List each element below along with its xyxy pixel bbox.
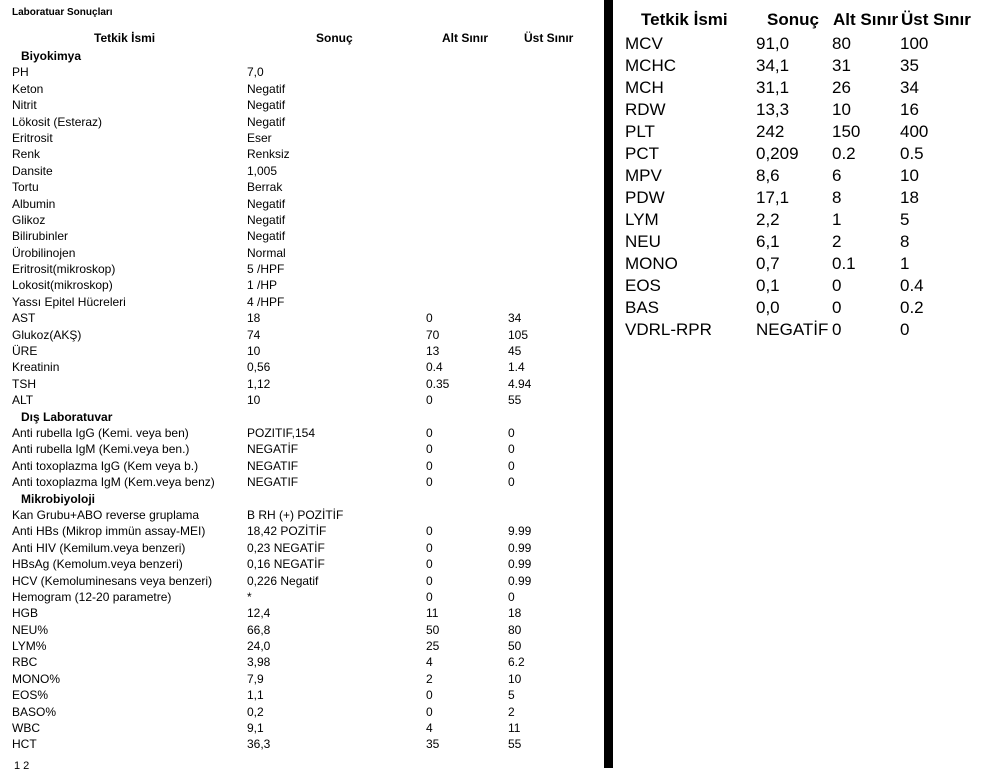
- result-cell: 0,56: [247, 360, 271, 375]
- test-name-cell: Keton: [12, 81, 44, 96]
- lower-limit-cell: 4: [426, 721, 433, 736]
- table-row: [0, 654, 604, 670]
- lower-limit-cell: 0.1: [832, 254, 856, 273]
- upper-limit-cell: 18: [508, 606, 522, 621]
- test-name-cell: AST: [12, 311, 36, 326]
- test-name-cell: PCT: [625, 144, 659, 163]
- upper-limit-cell: 55: [508, 393, 522, 408]
- test-name-cell: HGB: [12, 606, 39, 621]
- test-name-cell: HCV (Kemoluminesans veya benzeri): [12, 573, 213, 588]
- upper-limit-cell: 0: [508, 442, 515, 457]
- lower-limit-cell: 0.4: [426, 360, 443, 375]
- result-cell: 10: [247, 344, 261, 359]
- result-cell: 2,2: [756, 210, 780, 229]
- table-row: [0, 310, 604, 326]
- test-name-cell: MCV: [625, 34, 663, 53]
- page-number: 1 2: [14, 760, 30, 772]
- lower-limit-cell: 0: [426, 393, 433, 408]
- test-name-cell: Bilirubinler: [12, 229, 69, 244]
- test-name-cell: LYM: [625, 210, 659, 229]
- lower-limit-cell: 26: [832, 78, 851, 97]
- test-name-cell: EOS: [625, 276, 661, 295]
- test-name-cell: Glikoz: [12, 212, 46, 227]
- result-cell: 1,1: [247, 688, 264, 703]
- result-cell: 10: [247, 393, 261, 408]
- result-cell: Normal: [247, 245, 286, 260]
- lower-limit-cell: 6: [832, 166, 842, 185]
- lower-limit-cell: 0: [832, 320, 842, 339]
- table-row: [613, 143, 988, 165]
- lower-limit-cell: 0.35: [426, 376, 450, 391]
- upper-limit-cell: 400: [900, 122, 929, 141]
- upper-limit-cell: 0.5: [900, 144, 924, 163]
- table-row: [0, 245, 604, 261]
- table-row: [0, 573, 604, 589]
- lower-limit-cell: 0: [426, 688, 433, 703]
- table-row: [0, 179, 604, 195]
- result-cell: 1,12: [247, 376, 271, 391]
- table-row: [0, 228, 604, 244]
- test-name-cell: PLT: [625, 122, 655, 141]
- table-row: [0, 81, 604, 97]
- result-cell: 24,0: [247, 639, 271, 654]
- result-cell: 0,1: [756, 276, 780, 295]
- table-row: [613, 55, 988, 77]
- test-name-cell: Yassı Epitel Hücreleri: [12, 294, 126, 309]
- result-cell: 18,42 POZİTİF: [247, 524, 327, 539]
- test-name-cell: PH: [12, 65, 29, 80]
- table-row: [613, 319, 988, 341]
- right-report-panel: [613, 0, 988, 768]
- result-cell: Negatif: [247, 212, 286, 227]
- lower-limit-cell: 0: [832, 298, 842, 317]
- table-row: [0, 196, 604, 212]
- table-row: [0, 704, 604, 720]
- lower-limit-cell: 2: [832, 232, 842, 251]
- upper-limit-cell: 0: [508, 589, 515, 604]
- table-row: [0, 163, 604, 179]
- result-cell: 7,9: [247, 671, 264, 686]
- table-row: [0, 294, 604, 310]
- table-row: [0, 589, 604, 605]
- table-row: [0, 556, 604, 572]
- upper-limit-cell: 16: [900, 100, 919, 119]
- test-name-cell: MCHC: [625, 56, 676, 75]
- test-name-cell: MONO: [625, 254, 678, 273]
- result-cell: 0,7: [756, 254, 780, 273]
- test-name-cell: Lökosit (Esteraz): [12, 114, 103, 129]
- table-row: [0, 261, 604, 277]
- test-name-cell: MONO%: [12, 671, 60, 686]
- table-row: [0, 441, 604, 457]
- lower-limit-cell: 70: [426, 327, 440, 342]
- lower-limit-cell: 0: [426, 573, 433, 588]
- test-name-cell: Eritrosit(mikroskop): [12, 262, 116, 277]
- section-heading: [0, 409, 604, 425]
- test-name-cell: ÜRE: [12, 344, 38, 359]
- result-cell: 0,226 Negatif: [247, 573, 319, 588]
- result-cell: 0,23 NEGATİF: [247, 540, 325, 555]
- test-name-cell: Eritrosit: [12, 130, 53, 145]
- lower-limit-cell: 0: [426, 704, 433, 719]
- test-name-cell: VDRL-RPR: [625, 320, 712, 339]
- table-row: [0, 605, 604, 621]
- panel-divider: [604, 0, 613, 768]
- lower-limit-cell: 80: [832, 34, 851, 53]
- table-row: [0, 425, 604, 441]
- test-name-cell: PDW: [625, 188, 665, 207]
- result-cell: Berrak: [247, 180, 283, 195]
- test-name-cell: NEU%: [12, 622, 49, 637]
- result-cell: *: [247, 589, 252, 604]
- lower-limit-cell: 0: [426, 540, 433, 555]
- table-row: [0, 146, 604, 162]
- result-cell: 36,3: [247, 737, 271, 752]
- result-cell: 18: [247, 311, 261, 326]
- table-row: [0, 392, 604, 408]
- table-row: [0, 638, 604, 654]
- result-cell: NEGATIF: [247, 475, 299, 490]
- table-row: [0, 458, 604, 474]
- lower-limit-cell: 2: [426, 671, 433, 686]
- test-name-cell: Hemogram (12-20 parametre): [12, 589, 172, 604]
- result-cell: Renksiz: [247, 147, 290, 162]
- upper-limit-cell: 34: [900, 78, 919, 97]
- test-name-cell: BASO%: [12, 704, 57, 719]
- result-cell: 242: [756, 122, 785, 141]
- test-name-cell: BAS: [625, 298, 660, 317]
- upper-limit-cell: 0: [508, 425, 515, 440]
- test-name-cell: LYM%: [12, 639, 47, 654]
- table-row: [0, 376, 604, 392]
- header-lower-limit: Alt Sınır: [833, 10, 899, 29]
- lower-limit-cell: 50: [426, 622, 440, 637]
- result-cell: 0,2: [247, 704, 264, 719]
- test-name-cell: MPV: [625, 166, 662, 185]
- result-cell: Negatif: [247, 229, 286, 244]
- result-cell: NEGATİF: [756, 320, 829, 339]
- table-row: [613, 99, 988, 121]
- result-cell: 31,1: [756, 78, 790, 97]
- result-cell: 5 /HPF: [247, 262, 285, 277]
- result-cell: 13,3: [756, 100, 790, 119]
- table-row: [0, 130, 604, 146]
- test-name-cell: Kreatinin: [12, 360, 60, 375]
- lower-limit-cell: 0: [426, 589, 433, 604]
- test-name-cell: Glukoz(AKŞ): [12, 327, 82, 342]
- header-upper-limit: Üst Sınır: [524, 31, 574, 45]
- lower-limit-cell: 11: [426, 606, 439, 621]
- upper-limit-cell: 45: [508, 344, 522, 359]
- test-name-cell: Renk: [12, 147, 41, 162]
- section-title: Biyokimya: [21, 49, 82, 63]
- table-row: [613, 275, 988, 297]
- right-results-table: [613, 33, 988, 341]
- table-row: [0, 523, 604, 539]
- lower-limit-cell: 1: [832, 210, 842, 229]
- lower-limit-cell: 31: [832, 56, 851, 75]
- lower-limit-cell: 35: [426, 737, 440, 752]
- section-heading: [0, 491, 604, 507]
- upper-limit-cell: 5: [508, 688, 515, 703]
- table-row: [0, 720, 604, 736]
- upper-limit-cell: 34: [508, 311, 522, 326]
- upper-limit-cell: 5: [900, 210, 910, 229]
- left-results-table: [0, 48, 604, 753]
- table-row: [0, 343, 604, 359]
- upper-limit-cell: 100: [900, 34, 929, 53]
- upper-limit-cell: 55: [508, 737, 522, 752]
- upper-limit-cell: 8: [900, 232, 910, 251]
- upper-limit-cell: 10: [900, 166, 919, 185]
- test-name-cell: WBC: [12, 721, 40, 736]
- result-cell: 9,1: [247, 721, 264, 736]
- result-cell: 0,209: [756, 144, 799, 163]
- lower-limit-cell: 0: [832, 276, 842, 295]
- test-name-cell: Nitrit: [12, 98, 37, 113]
- table-row: [613, 121, 988, 143]
- result-cell: Negatif: [247, 196, 286, 211]
- lower-limit-cell: 0: [426, 442, 433, 457]
- section-title: Mikrobiyoloji: [21, 491, 96, 506]
- upper-limit-cell: 0: [508, 458, 515, 473]
- result-cell: 66,8: [247, 622, 271, 637]
- upper-limit-cell: 0: [900, 320, 910, 339]
- result-cell: 0,0: [756, 298, 780, 317]
- lower-limit-cell: 0: [426, 475, 433, 490]
- test-name-cell: Albumin: [12, 196, 56, 211]
- upper-limit-cell: 50: [508, 639, 522, 654]
- lower-limit-cell: 10: [832, 100, 851, 119]
- table-row: [0, 327, 604, 343]
- upper-limit-cell: 9.99: [508, 524, 532, 539]
- test-name-cell: Anti HBs (Mikrop immün assay-MEI): [12, 524, 206, 539]
- table-row: [0, 687, 604, 703]
- test-name-cell: EOS%: [12, 688, 49, 703]
- lower-limit-cell: 0: [426, 524, 433, 539]
- upper-limit-cell: 1.4: [508, 360, 525, 375]
- header-lower-limit: Alt Sınır: [442, 31, 489, 45]
- test-name-cell: Anti toxoplazma IgG (Kem veya b.): [12, 458, 199, 473]
- table-row: [613, 77, 988, 99]
- result-cell: 8,6: [756, 166, 780, 185]
- table-row: [0, 622, 604, 638]
- result-cell: Eser: [247, 130, 272, 145]
- test-name-cell: Kan Grubu+ABO reverse gruplama: [12, 507, 200, 522]
- upper-limit-cell: 6.2: [508, 655, 525, 670]
- table-row: [613, 187, 988, 209]
- table-row: [0, 359, 604, 375]
- upper-limit-cell: 11: [508, 721, 521, 736]
- test-name-cell: ALT: [12, 393, 34, 408]
- lower-limit-cell: 0: [426, 311, 433, 326]
- upper-limit-cell: 0.2: [900, 298, 924, 317]
- lower-limit-cell: 25: [426, 639, 440, 654]
- left-table-header: [0, 31, 604, 47]
- upper-limit-cell: 0: [508, 475, 515, 490]
- upper-limit-cell: 2: [508, 704, 515, 719]
- result-cell: 0,16 NEGATİF: [247, 557, 325, 572]
- section-title: Dış Laboratuvar: [21, 409, 113, 424]
- result-cell: NEGATIF: [247, 458, 299, 473]
- result-cell: 91,0: [756, 34, 790, 53]
- lower-limit-cell: 0: [426, 458, 433, 473]
- table-row: [0, 212, 604, 228]
- header-upper-limit: Üst Sınır: [901, 10, 971, 29]
- header-test-name: Tetkik İsmi: [641, 10, 728, 29]
- upper-limit-cell: 80: [508, 622, 522, 637]
- table-row: [0, 97, 604, 113]
- test-name-cell: HBsAg (Kemolum.veya benzeri): [12, 557, 183, 572]
- table-row: [0, 540, 604, 556]
- upper-limit-cell: 1: [900, 254, 910, 273]
- test-name-cell: Anti HIV (Kemilum.veya benzeri): [12, 540, 186, 555]
- upper-limit-cell: 10: [508, 671, 522, 686]
- test-name-cell: Anti rubella IgM (Kemi.veya ben.): [12, 442, 190, 457]
- test-name-cell: Ürobilinojen: [12, 245, 76, 260]
- test-name-cell: MCH: [625, 78, 664, 97]
- result-cell: Negatif: [247, 81, 286, 96]
- table-row: [613, 165, 988, 187]
- table-row: [613, 33, 988, 55]
- upper-limit-cell: 18: [900, 188, 919, 207]
- result-cell: Negatif: [247, 114, 286, 129]
- lower-limit-cell: 4: [426, 655, 433, 670]
- header-test-name: Tetkik İsmi: [94, 31, 156, 45]
- upper-limit-cell: 0.99: [508, 540, 532, 555]
- test-name-cell: RDW: [625, 100, 666, 119]
- test-name-cell: Anti rubella IgG (Kemi. veya ben): [12, 425, 189, 440]
- result-cell: 34,1: [756, 56, 790, 75]
- header-result: Sonuç: [316, 31, 353, 45]
- right-table-header: [613, 10, 988, 32]
- result-cell: 3,98: [247, 655, 271, 670]
- table-row: [613, 209, 988, 231]
- test-name-cell: Anti toxoplazma IgM (Kem.veya benz): [12, 475, 215, 490]
- lower-limit-cell: 8: [832, 188, 842, 207]
- upper-limit-cell: 0.4: [900, 276, 924, 295]
- table-row: [0, 64, 604, 80]
- result-cell: B RH (+) POZİTİF: [247, 507, 344, 522]
- table-row: [0, 114, 604, 130]
- report-title: Laboratuar Sonuçları: [12, 7, 113, 18]
- upper-limit-cell: 4.94: [508, 376, 532, 391]
- section-heading: [0, 48, 604, 64]
- result-cell: 6,1: [756, 232, 780, 251]
- test-name-cell: RBC: [12, 655, 38, 670]
- result-cell: 1,005: [247, 163, 278, 178]
- result-cell: Negatif: [247, 98, 286, 113]
- test-name-cell: Lokosit(mikroskop): [12, 278, 113, 293]
- test-name-cell: HCT: [12, 737, 37, 752]
- result-cell: 12,4: [247, 606, 271, 621]
- result-cell: 1 /HP: [247, 278, 278, 293]
- result-cell: 74: [247, 327, 261, 342]
- table-row: [0, 474, 604, 490]
- result-cell: POZITIF,154: [247, 425, 316, 440]
- result-cell: NEGATİF: [247, 442, 299, 457]
- table-row: [613, 297, 988, 319]
- result-cell: 17,1: [756, 188, 790, 207]
- upper-limit-cell: 0.99: [508, 557, 532, 572]
- table-row: [0, 277, 604, 293]
- table-row: [613, 253, 988, 275]
- lower-limit-cell: 13: [426, 344, 440, 359]
- lower-limit-cell: 150: [832, 122, 861, 141]
- result-cell: 7,0: [247, 65, 264, 80]
- table-row: [0, 671, 604, 687]
- table-row: [0, 507, 604, 523]
- result-cell: 4 /HPF: [247, 294, 285, 309]
- test-name-cell: Dansite: [12, 163, 53, 178]
- test-name-cell: NEU: [625, 232, 661, 251]
- lower-limit-cell: 0.2: [832, 144, 856, 163]
- test-name-cell: TSH: [12, 376, 36, 391]
- upper-limit-cell: 35: [900, 56, 919, 75]
- table-row: [613, 231, 988, 253]
- lower-limit-cell: 0: [426, 425, 433, 440]
- table-row: [0, 736, 604, 752]
- upper-limit-cell: 0.99: [508, 573, 532, 588]
- upper-limit-cell: 105: [508, 327, 529, 342]
- header-result: Sonuç: [767, 10, 819, 29]
- lower-limit-cell: 0: [426, 557, 433, 572]
- test-name-cell: Tortu: [12, 180, 39, 195]
